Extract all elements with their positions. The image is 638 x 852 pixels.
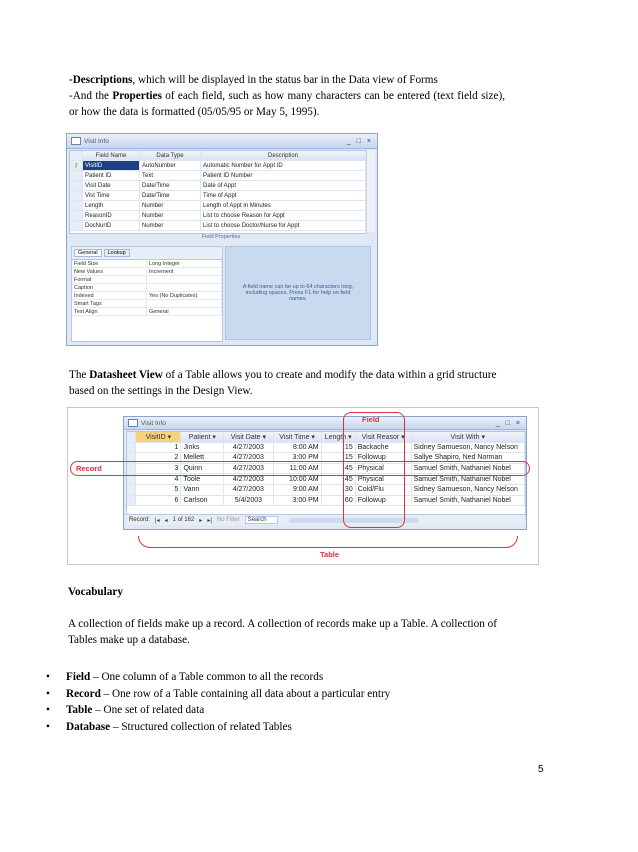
cell-patient[interactable]: Carlson	[181, 495, 224, 506]
cell-visitid[interactable]: 3	[136, 463, 181, 474]
col-header-data-type[interactable]: Data Type	[140, 151, 201, 161]
vocabulary-heading-text: Vocabulary	[68, 586, 123, 598]
cell-date[interactable]: 4/27/2003	[224, 474, 273, 485]
datasheet-text: of a Table allows you to create and modify the data within a grid structure based on the settings in the Design View.	[69, 369, 497, 397]
property-value[interactable]: Long Integer	[147, 260, 222, 268]
property-row[interactable]	[72, 308, 222, 316]
cell-visitid[interactable]: 5	[136, 484, 181, 495]
table-row[interactable]	[127, 484, 525, 495]
property-name: Text Align	[72, 308, 147, 316]
field-name-cell[interactable]: Patient ID	[83, 171, 140, 181]
col-header-visit-time[interactable]: Visit Time ▾	[273, 432, 321, 442]
cell-length[interactable]: 45	[321, 463, 355, 474]
cell-reason[interactable]: Physical	[355, 463, 411, 474]
data-type-cell[interactable]: Number	[140, 221, 201, 231]
filter-status[interactable]: No Filter	[216, 517, 240, 523]
property-name: New Values	[72, 268, 147, 276]
properties-text: of each field, such as how many characters can be entered (text field size), or how the data is formatted (05/05/95 or May 5, 1995).	[69, 90, 505, 118]
table-annotation-label: Table	[320, 550, 340, 559]
maximize-icon[interactable]: □	[356, 137, 361, 145]
cell-date[interactable]: 4/27/2003	[224, 453, 273, 464]
field-name-cell[interactable]: VisitID	[83, 161, 140, 171]
property-value[interactable]	[147, 300, 222, 308]
field-name-cell[interactable]: ReasonID	[83, 211, 140, 221]
vocab-term: Record	[66, 687, 101, 700]
table-row[interactable]	[70, 181, 366, 191]
vocab-term: Database	[66, 720, 111, 733]
design-view-screenshot	[66, 133, 378, 346]
cell-visit-with[interactable]: Sidney Samueson, Nancy Nelson	[411, 442, 524, 453]
properties-term: Properties	[112, 90, 162, 102]
cell-date[interactable]: 4/27/2003	[224, 442, 273, 453]
table-icon	[71, 137, 81, 145]
datasheet-view-screenshot	[67, 407, 539, 565]
col-header-patient[interactable]: Patient ▾	[181, 432, 224, 442]
last-record-icon[interactable]: ▸|	[207, 517, 212, 524]
cell-reason[interactable]: Cold/Flu	[355, 484, 411, 495]
property-row[interactable]	[72, 260, 222, 268]
bullet-icon: •	[46, 687, 50, 700]
property-row[interactable]	[72, 268, 222, 276]
record-highlight	[70, 461, 530, 476]
bullet-icon: •	[46, 704, 50, 716]
tab-general[interactable]: General	[74, 249, 102, 257]
property-value[interactable]: General	[147, 308, 222, 316]
description-cell[interactable]: List to choose Doctor/Nurse for Appt	[201, 221, 366, 231]
cell-visitid[interactable]: 2	[136, 453, 181, 464]
cell-time[interactable]: 11:00 AM	[273, 463, 321, 474]
minimize-icon[interactable]: _	[346, 137, 351, 145]
property-value[interactable]: Increment	[147, 268, 222, 276]
cell-patient[interactable]: Toole	[181, 474, 224, 485]
tab-lookup[interactable]: Lookup	[104, 249, 130, 257]
property-value[interactable]	[147, 276, 222, 284]
col-header-visit-reason[interactable]: Visit Reasor ▾	[355, 432, 411, 442]
cell-length[interactable]: 15	[321, 453, 355, 464]
table-icon	[128, 419, 138, 427]
cell-date[interactable]: 5/4/2003	[224, 495, 273, 506]
list-item	[46, 719, 390, 736]
col-header-length[interactable]: Length ▾	[321, 432, 355, 442]
col-header-field-name[interactable]: Field Name	[83, 151, 140, 161]
cell-patient[interactable]: Quinn	[181, 463, 224, 474]
col-header-visitid[interactable]: VisitID ▾	[136, 432, 181, 442]
data-type-cell[interactable]: Number	[140, 201, 201, 211]
record-position[interactable]: 1 of 162	[172, 517, 195, 523]
cell-visit-with[interactable]: Sidney Samueson, Nancy Nelson	[411, 484, 524, 495]
cell-length[interactable]: 45	[321, 474, 355, 485]
field-name-cell[interactable]: DocNurID	[83, 221, 140, 231]
record-annotation-label: Record	[76, 464, 102, 473]
field-annotation-label: Field	[362, 415, 380, 424]
description-cell[interactable]: Automatic Number for Appt ID	[201, 161, 366, 171]
intro-paragraph	[69, 72, 505, 120]
property-row[interactable]	[72, 300, 222, 308]
design-view-titlebar	[67, 134, 377, 149]
description-cell[interactable]: Length of Appt in Minutes	[201, 201, 366, 211]
property-row[interactable]	[72, 284, 222, 292]
datasheet-titlebar	[124, 417, 526, 430]
design-view-title: Visit Info	[84, 137, 109, 145]
vocabulary-summary: A collection of fields make up a record. A collection of records make up a Table. A collection of Tables make up a database.	[68, 618, 497, 646]
field-properties-panel	[71, 246, 223, 342]
bullet-icon: •	[46, 671, 50, 683]
table-brace	[138, 536, 518, 548]
cell-length[interactable]: 15	[321, 442, 355, 453]
table-row[interactable]	[70, 211, 366, 221]
table-row[interactable]	[70, 191, 366, 201]
record-navigation-bar	[126, 514, 524, 525]
data-type-cell[interactable]: Number	[140, 211, 201, 221]
col-header-description[interactable]: Description	[201, 151, 366, 161]
property-name: Caption	[72, 284, 147, 292]
properties-prefix: -And the	[69, 90, 113, 102]
design-grid	[69, 150, 367, 234]
bullet-icon: •	[46, 720, 50, 733]
field-help-text: A field name can be up to 64 characters long, including spaces. Press F1 for help on field names.	[225, 246, 371, 340]
data-type-cell[interactable]: Date/Time	[140, 191, 201, 201]
description-cell[interactable]: Patient ID Number	[201, 171, 366, 181]
cell-date[interactable]: 4/27/2003	[224, 463, 273, 474]
property-row[interactable]	[72, 276, 222, 284]
property-value[interactable]: Yes (No Duplicates)	[147, 292, 222, 300]
cell-visitid[interactable]: 4	[136, 474, 181, 485]
cell-time[interactable]: 10:00 AM	[273, 474, 321, 485]
cell-time[interactable]: 9:00 AM	[273, 484, 321, 495]
cell-visit-with[interactable]: Samuel Smith, Nathaniel Nobel	[411, 495, 524, 506]
cell-time[interactable]: 3:00 PM	[273, 495, 321, 506]
close-icon[interactable]: ×	[515, 419, 520, 427]
property-name: Format	[72, 276, 147, 284]
cell-reason[interactable]: Backache	[355, 442, 411, 453]
field-name-cell[interactable]: Visit Date	[83, 181, 140, 191]
cell-visitid[interactable]: 1	[136, 442, 181, 453]
cell-patient[interactable]: Jinks	[181, 442, 224, 453]
record-label: Record:	[129, 517, 151, 523]
list-item	[46, 702, 390, 719]
cell-time[interactable]: 8:00 AM	[273, 442, 321, 453]
cell-patient[interactable]: Mellett	[181, 453, 224, 464]
data-type-cell[interactable]: Text	[140, 171, 201, 181]
vocab-definition: – One column of a Table common to all the records	[90, 671, 324, 683]
cell-date[interactable]: 4/27/2003	[224, 484, 273, 495]
select-all-corner[interactable]	[127, 432, 136, 442]
vocab-definition: – One set of related data	[92, 704, 205, 716]
descriptions-text: , which will be displayed in the status bar in the Data view of Forms	[132, 74, 438, 86]
datasheet-title: Visit Info	[141, 419, 166, 427]
property-name: Field Size	[72, 260, 147, 268]
table-row[interactable]	[70, 201, 366, 211]
table-row[interactable]	[70, 171, 366, 181]
description-cell[interactable]: Date of Appt	[201, 181, 366, 191]
maximize-icon[interactable]: □	[505, 419, 510, 427]
field-name-cell[interactable]: Length	[83, 201, 140, 211]
table-row[interactable]	[70, 221, 366, 231]
cell-time[interactable]: 3:00 PM	[273, 453, 321, 464]
descriptions-term: -Descriptions	[69, 74, 133, 86]
cell-reason[interactable]: Physical	[355, 474, 411, 485]
col-header-visit-with[interactable]: Visit With ▾	[411, 432, 524, 442]
cell-length[interactable]: 60	[321, 495, 355, 506]
table-row[interactable]	[127, 442, 525, 453]
property-name: Indexed	[72, 292, 147, 300]
vocab-term: Field	[66, 671, 91, 683]
prev-record-icon[interactable]: ◂	[164, 517, 168, 524]
list-item	[46, 686, 390, 703]
table-row[interactable]	[127, 495, 525, 506]
list-item	[46, 669, 390, 686]
cell-reason[interactable]: Followup	[355, 453, 411, 464]
cell-reason[interactable]: Followup	[355, 495, 411, 506]
close-icon[interactable]: ×	[366, 137, 371, 145]
cell-visitid[interactable]: 6	[136, 495, 181, 506]
cell-patient[interactable]: Vann	[181, 484, 224, 495]
vocabulary-heading	[68, 584, 508, 600]
vocab-term: Table	[66, 704, 93, 716]
cell-visit-with[interactable]: Samuel Smith, Nathaniel Nobel	[411, 463, 524, 474]
next-record-icon[interactable]: ▸	[199, 517, 203, 524]
description-cell[interactable]: Time of Appt	[201, 191, 366, 201]
datasheet-view-term: Datasheet View	[89, 369, 163, 381]
datasheet-prefix: The	[69, 369, 90, 381]
description-cell[interactable]: List to choose Reason for Appt	[201, 211, 366, 221]
table-row[interactable]	[70, 161, 366, 171]
minimize-icon[interactable]: _	[495, 419, 500, 427]
field-properties-label: Field Properties	[201, 234, 241, 240]
cell-length[interactable]: 30	[321, 484, 355, 495]
row-selector-header	[70, 151, 83, 161]
field-name-cell[interactable]: Vist Time	[83, 191, 140, 201]
datasheet-paragraph	[69, 367, 509, 399]
vertical-scrollbar[interactable]	[366, 150, 375, 232]
vocab-definition: – One row of a Table containing all data about a particular entry	[100, 687, 391, 700]
key-icon: ⚷	[70, 161, 83, 171]
cell-visit-with[interactable]: Sallye Shapiro, Ned Norman	[411, 453, 524, 464]
property-value[interactable]	[147, 284, 222, 292]
first-record-icon[interactable]: |◂	[155, 517, 160, 524]
cell-visit-with[interactable]: Samuel Smith, Nathaniel Nobel	[411, 474, 524, 485]
vocabulary-list	[46, 669, 390, 735]
col-header-visit-date[interactable]: Visit Date ▾	[224, 432, 273, 442]
page-number: 5	[538, 764, 544, 775]
property-name: Smart Tags	[72, 300, 147, 308]
data-type-cell[interactable]: AutoNumber	[140, 161, 201, 171]
search-input[interactable]: Search	[245, 516, 278, 524]
vocab-definition: – Structured collection of related Tables	[110, 720, 292, 733]
property-row[interactable]	[72, 292, 222, 300]
data-type-cell[interactable]: Date/Time	[140, 181, 201, 191]
